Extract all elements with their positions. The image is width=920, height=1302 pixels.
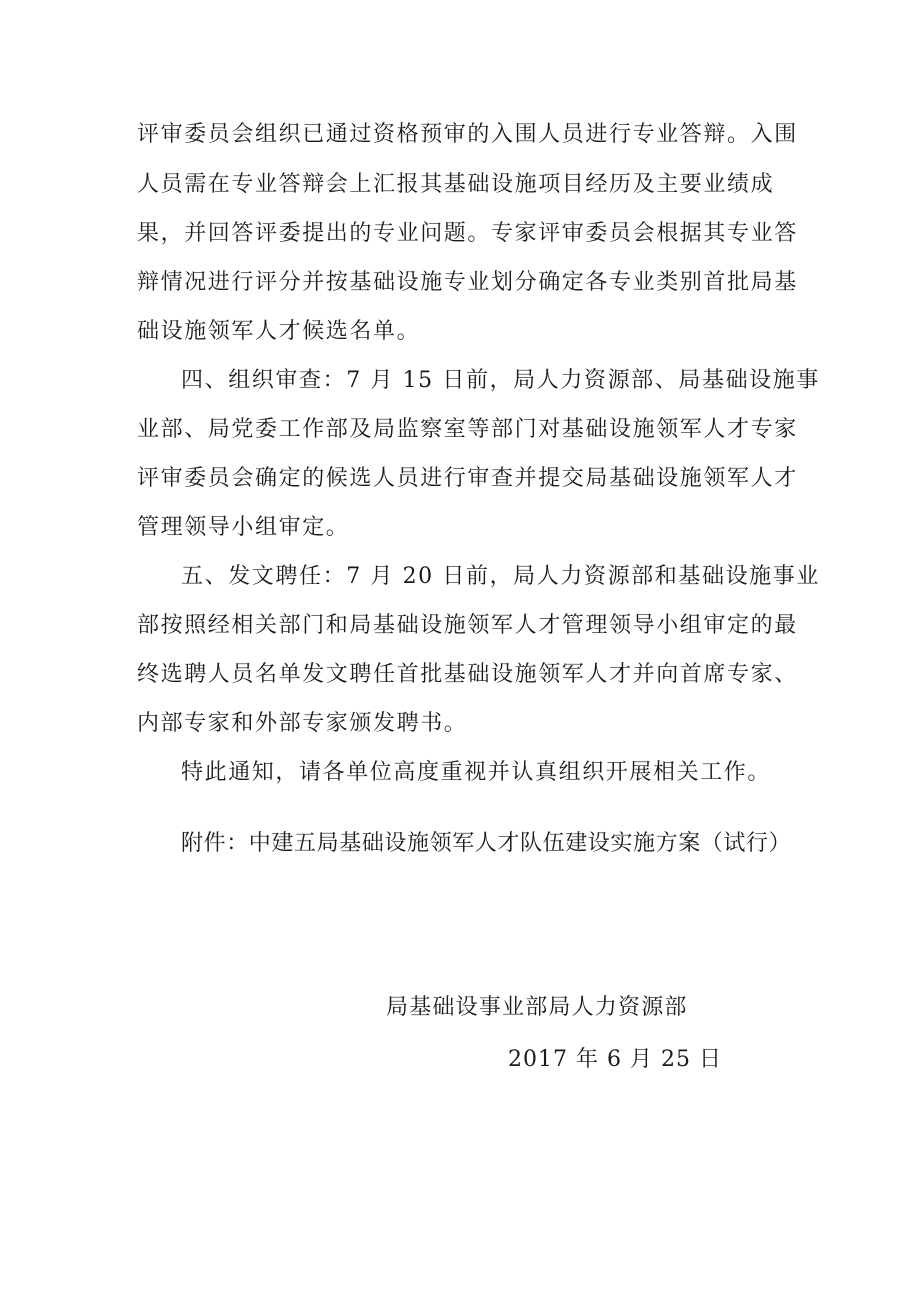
closing-notice: 特此通知，请各单位高度重视并认真组织开展相关工作。 xyxy=(181,760,772,785)
paragraph-line: 辩情况进行评分并按基础设施专业划分确定各专业类别首批局基 xyxy=(137,270,798,295)
paragraph-line: 人员需在专业答辩会上汇报其基础设施项目经历及主要业绩成 xyxy=(137,172,775,197)
signing-organizations: 局基础设事业部局人力资源部 xyxy=(386,995,688,1020)
attachment-reference: 附件：中建五局基础设施领军人才队伍建设实施方案（试行） xyxy=(181,831,792,856)
paragraph-line: 部按照经相关部门和局基础设施领军人才管理领导小组审定的最 xyxy=(137,613,798,638)
section-four-heading-line: 四、组织审查：7 月 15 日前，局人力资源部、局基础设施事 xyxy=(181,368,820,393)
section-five-heading-line: 五、发文聘任：7 月 20 日前，局人力资源部和基础设施事业 xyxy=(181,564,820,589)
signing-date: 2017 年 6 月 25 日 xyxy=(508,1047,722,1072)
paragraph-line: 础设施领军人才候选名单。 xyxy=(137,319,421,344)
paragraph-line: 内部专家和外部专家颁发聘书。 xyxy=(137,711,468,736)
paragraph-line: 果，并回答评委提出的专业问题。专家评审委员会根据其专业答 xyxy=(137,221,798,246)
paragraph-line: 评审委员会组织已通过资格预审的入围人员进行专业答辩。入围 xyxy=(137,122,798,147)
paragraph-line: 业部、局党委工作部及局监察室等部门对基础设施领军人才专家 xyxy=(137,417,798,442)
paragraph-line: 管理领导小组审定。 xyxy=(137,515,350,540)
paragraph-line: 评审委员会确定的候选人员进行审查并提交局基础设施领军人才 xyxy=(137,466,798,491)
paragraph-line: 终选聘人员名单发文聘任首批基础设施领军人才并向首席专家、 xyxy=(137,662,798,687)
